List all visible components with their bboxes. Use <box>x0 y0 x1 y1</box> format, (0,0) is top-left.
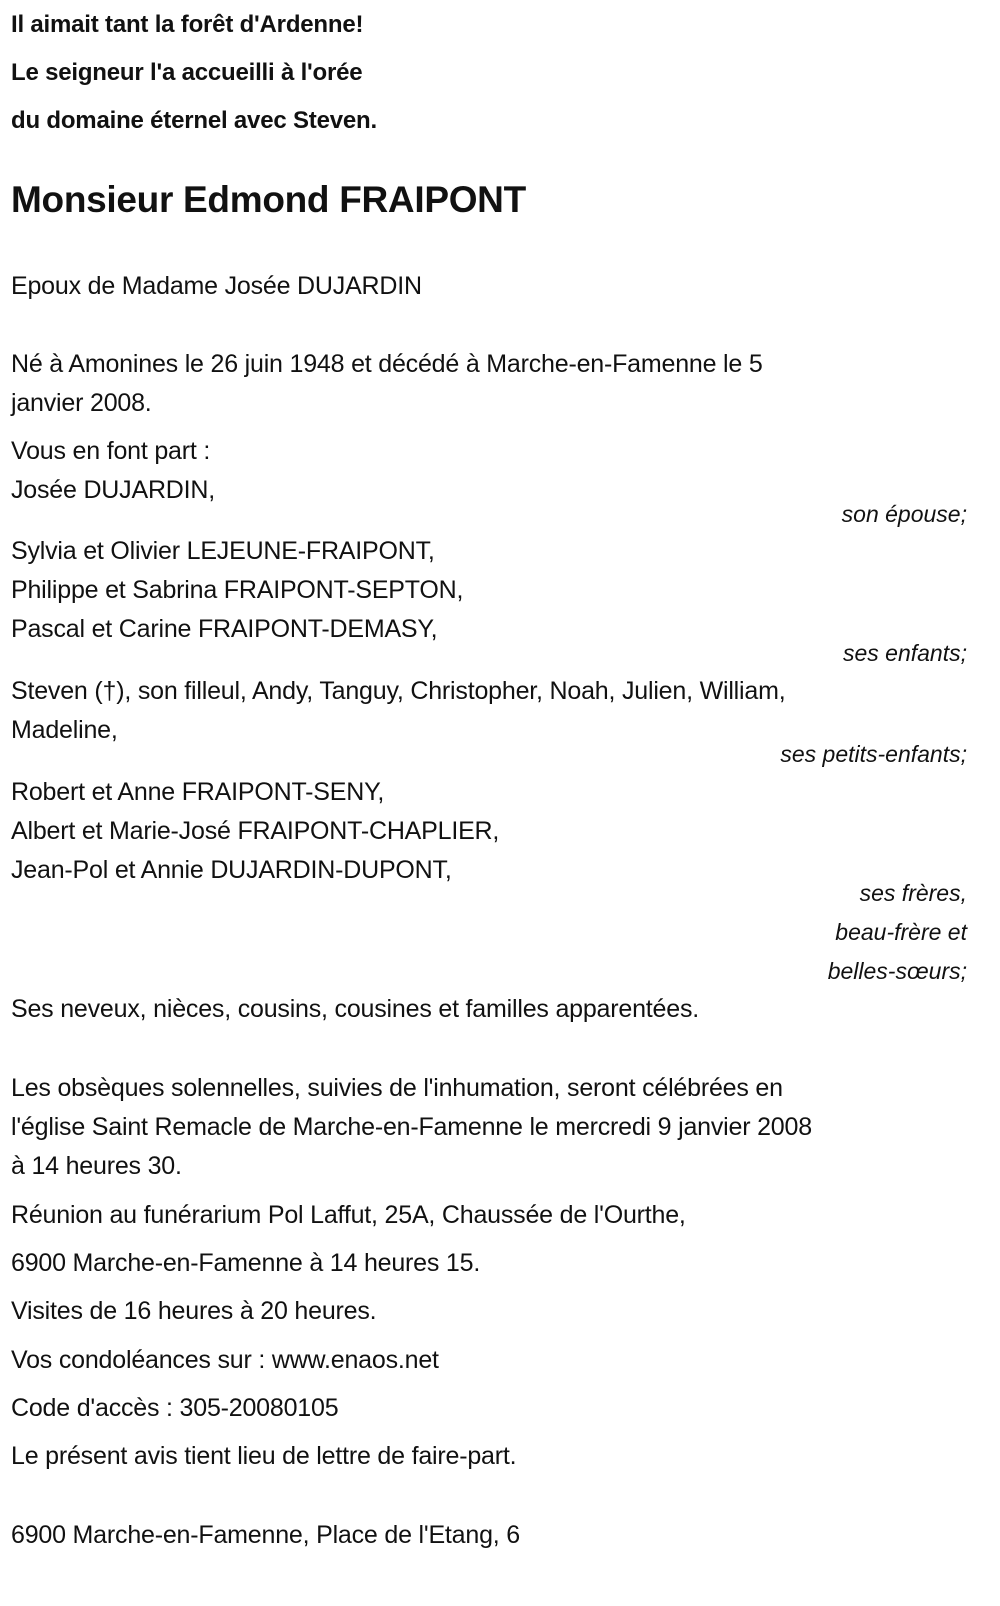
family-name: Albert et Marie-José FRAIPONT-CHAPLIER, <box>11 817 500 845</box>
access-code: Code d'accès : 305-20080105 <box>11 1394 339 1422</box>
family-name: Pascal et Carine FRAIPONT-DEMASY, <box>11 615 438 643</box>
family-name: Josée DUJARDIN, <box>11 476 215 504</box>
birth-death-line: Né à Amonines le 26 juin 1948 et décédé à Marche-en-Famenne le 5 <box>11 350 763 378</box>
epitaph-line: du domaine éternel avec Steven. <box>11 107 377 134</box>
other-relatives: Ses neveux, nièces, cousins, cousines et familles apparentées. <box>11 995 699 1023</box>
funeral-line: Les obsèques solennelles, suivies de l'inhumation, seront célébrées en <box>11 1074 783 1102</box>
family-relation: belles-sœurs; <box>827 958 967 984</box>
family-name: Madeline, <box>11 716 118 744</box>
funeral-line: à 14 heures 30. <box>11 1152 182 1180</box>
spouse-line: Epoux de Madame Josée DUJARDIN <box>11 272 422 300</box>
family-name: Robert et Anne FRAIPONT-SENY, <box>11 778 385 806</box>
deceased-name-title: Monsieur Edmond FRAIPONT <box>11 179 526 220</box>
info-line: Visites de 16 heures à 20 heures. <box>11 1297 377 1325</box>
family-name: Jean-Pol et Annie DUJARDIN-DUPONT, <box>11 856 452 884</box>
address-line: 6900 Marche-en-Famenne, Place de l'Etang, 6 <box>11 1521 520 1549</box>
info-line: Réunion au funérarium Pol Laffut, 25A, Chaussée de l'Ourthe, <box>11 1201 686 1229</box>
birth-death-line: janvier 2008. <box>11 389 152 417</box>
funeral-line: l'église Saint Remacle de Marche-en-Famenne le mercredi 9 janvier 2008 <box>11 1113 812 1141</box>
family-relation: beau-frère et <box>835 919 967 945</box>
family-relation: ses petits-enfants; <box>780 741 967 767</box>
family-name: Sylvia et Olivier LEJEUNE-FRAIPONT, <box>11 537 435 565</box>
family-relation: son épouse; <box>841 501 967 527</box>
info-line: Le présent avis tient lieu de lettre de faire-part. <box>11 1442 517 1470</box>
intro-line: Vous en font part : <box>11 437 211 465</box>
family-name: Steven (†), son filleul, Andy, Tanguy, Christopher, Noah, Julien, William, <box>11 677 786 705</box>
condolences-link[interactable]: Vos condoléances sur : www.enaos.net <box>11 1346 439 1374</box>
family-name: Philippe et Sabrina FRAIPONT-SEPTON, <box>11 576 464 604</box>
epitaph-line: Le seigneur l'a accueilli à l'orée <box>11 59 363 86</box>
epitaph-line: Il aimait tant la forêt d'Ardenne! <box>11 11 364 38</box>
family-relation: ses frères, <box>859 880 967 906</box>
info-line: 6900 Marche-en-Famenne à 14 heures 15. <box>11 1249 481 1277</box>
family-relation: ses enfants; <box>842 640 967 666</box>
